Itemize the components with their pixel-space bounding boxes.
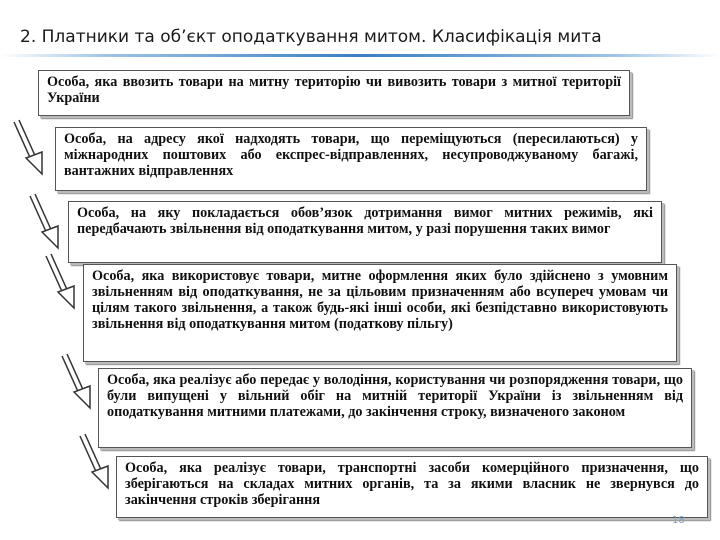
payer-box-3-text: Особа, на яку покладається обов’язок дотримання вимог митних режимів, які передбачають звільнення від оподаткування митом, у разі порушення таких вимог (77, 205, 653, 237)
page-number: 18 (672, 515, 685, 526)
payer-box-3 (68, 201, 662, 263)
payer-box-6-text: Особа, яка реалізує товари, транспортні засоби комерційного призначення, що зберігаються на складах митних органів, та за якими власник не звернувся до закінчення строків зберігання (125, 460, 699, 508)
payer-box-1-text: Особа, яка ввозить товари на митну територію чи вивозить товари з митної території України (47, 74, 621, 106)
payer-box-4 (83, 264, 677, 362)
arrow-down-icon (8, 118, 48, 178)
payer-box-2 (55, 127, 647, 191)
arrow-down-icon (56, 352, 96, 412)
arrow-down-icon (24, 192, 64, 252)
title-divider (0, 54, 720, 57)
payer-box-6 (116, 456, 708, 518)
page-title: 2. Платники та об’єкт оподаткування митом. Класифікація мита (20, 27, 602, 47)
arrow-down-icon (74, 432, 114, 492)
payer-box-4-text: Особа, яка використовує товари, митне оформлення яких було здійснено з умовним звільненням від оподаткування, не за цільовим призначенням або всупереч умовам чи цілям такого звільнення, а також будь-які інші особи, які безпідставно використовують звільнення від оподаткування митом (податкову пільгу) (92, 268, 668, 332)
payer-box-5 (98, 368, 692, 448)
payer-box-2-text: Особа, на адресу якої надходять товари, що переміщуються (пересилаються) у міжнародних поштових або експрес-відправленнях, несупроводжуваному багажі, вантажних відправленнях (64, 131, 638, 179)
payer-box-5-text: Особа, яка реалізує або передає у володіння, користування чи розпорядження товари, що були випущені у вільний обіг на митній території України із звільненням від оподаткування митними платежами, до закінчення строку, визначеного законом (107, 372, 683, 420)
arrow-down-icon (40, 252, 80, 312)
payer-box-1 (38, 70, 630, 116)
